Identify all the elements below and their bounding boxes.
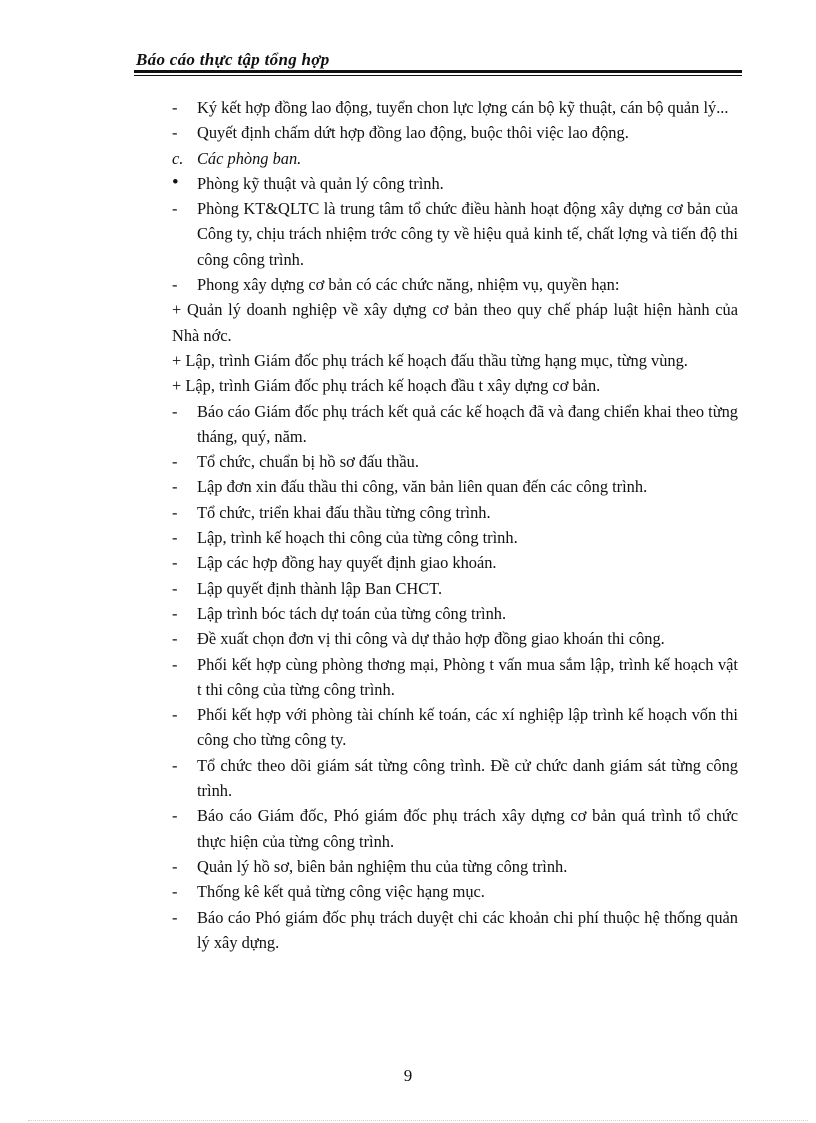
list-marker: - xyxy=(172,199,178,219)
list-marker: - xyxy=(172,452,178,472)
item-text: Lập đơn xin đấu thầu thi công, văn bản liên quan đến các công trình. xyxy=(197,477,648,497)
list-marker: c. xyxy=(172,148,184,168)
list-marker: - xyxy=(172,882,178,902)
list-item xyxy=(172,905,738,956)
list-item xyxy=(172,399,738,450)
item-text: Các phòng ban. xyxy=(197,148,302,168)
item-text: Tổ chức, triển khai đấu thầu từng công trình. xyxy=(197,502,491,522)
list-item xyxy=(172,95,738,120)
bullet-marker: • xyxy=(172,171,179,193)
list-marker: - xyxy=(172,806,178,826)
item-text: Quản lý hồ sơ, biên bản nghiệm thu của từng công trình. xyxy=(197,856,568,876)
item-text: Báo cáo Phó giám đốc phụ trách duyệt chi các khoản chi phí thuộc hệ thống quản lý xây dựng. xyxy=(197,907,738,952)
list-marker: - xyxy=(172,477,178,497)
list-item xyxy=(172,550,738,575)
list-item xyxy=(172,626,738,651)
page-header xyxy=(134,50,742,78)
list-marker: - xyxy=(172,578,178,598)
list-item xyxy=(172,272,738,297)
item-text: Lập, trình kế hoạch thi công của từng công trình. xyxy=(197,528,518,548)
list-marker: - xyxy=(172,123,178,143)
list-item xyxy=(172,500,738,525)
item-text: Phối kết hợp với phòng tài chính kế toán, các xí nghiệp lập trình kế hoạch vốn thi công cho từng công ty. xyxy=(197,705,738,750)
list-item xyxy=(172,576,738,601)
header-title: Báo cáo thực tập tổng hợp xyxy=(136,50,330,69)
section-heading xyxy=(172,146,738,171)
list-marker: - xyxy=(172,603,178,623)
list-item xyxy=(172,474,738,499)
list-marker: - xyxy=(172,275,178,295)
item-text: Phong xây dựng cơ bản có các chức năng, nhiệm vụ, quyền hạn: xyxy=(197,275,620,295)
document-body xyxy=(172,95,738,955)
item-text: Báo cáo Giám đốc, Phó giám đốc phụ trách xây dựng cơ bản quá trình tổ chức thực hiện của từng công trình. xyxy=(197,806,738,851)
list-item xyxy=(172,854,738,879)
list-marker: - xyxy=(172,755,178,775)
list-marker: - xyxy=(172,705,178,725)
list-item xyxy=(172,196,738,272)
item-text: Thống kê kết quả từng công việc hạng mục. xyxy=(197,882,485,902)
list-marker: - xyxy=(172,401,178,421)
list-item xyxy=(172,449,738,474)
bullet-item xyxy=(172,171,738,196)
list-item xyxy=(172,525,738,550)
paragraph: + Quản lý doanh nghiệp về xây dựng cơ bản theo quy chế pháp luật hiện hành của Nhà nớc. xyxy=(172,300,738,345)
item-text: Phòng kỹ thuật và quản lý công trình. xyxy=(197,173,444,193)
item-text: Tổ chức, chuẩn bị hồ sơ đấu thầu. xyxy=(197,452,419,472)
list-marker: - xyxy=(172,629,178,649)
item-text: Quyết định chấm dứt hợp đồng lao động, buộc thôi việc lao động. xyxy=(197,123,629,143)
list-item xyxy=(172,120,738,145)
page-number: 9 xyxy=(403,1066,413,1085)
list-item xyxy=(172,652,738,703)
item-text: Lập trình bóc tách dự toán của từng công trình. xyxy=(197,603,507,623)
item-text: Phòng KT&QLTC là trung tâm tổ chức điều hành hoạt động xây dựng cơ bản của Công ty, chịu trách nhiệm trớc công ty về hiệu quả kinh tế, chất lợng và tiến độ thi công công trình. xyxy=(197,199,738,269)
list-marker: - xyxy=(172,98,178,117)
list-marker: - xyxy=(172,856,178,876)
item-text: Lập các hợp đồng hay quyết định giao khoán. xyxy=(197,553,497,573)
item-text: Tổ chức theo dõi giám sát từng công trình. Đề cử chức danh giám sát từng công trình. xyxy=(197,755,738,801)
list-marker: - xyxy=(172,502,178,522)
list-item xyxy=(172,803,738,854)
list-marker: - xyxy=(172,907,178,927)
item-text: Ký kết hợp đồng lao động, tuyển chon lực lợng cán bộ kỹ thuật, cán bộ quản lý... xyxy=(197,98,729,117)
item-text: Báo cáo Giám đốc phụ trách kết quả các kế hoạch đã và đang chiển khai theo từng tháng, quý, năm. xyxy=(197,401,738,446)
list-item xyxy=(172,702,738,753)
header-rule-thick xyxy=(134,70,742,73)
item-text: Phối kết hợp cùng phòng thơng mại, Phòng t vấn mua sắm lập, trình kế hoạch vật t thi công của từng công trình. xyxy=(197,654,738,699)
paragraph: + Lập, trình Giám đốc phụ trách kế hoạch đầu t xây dựng cơ bản. xyxy=(172,376,601,396)
list-item xyxy=(172,601,738,626)
header-rule-thin xyxy=(134,75,742,76)
paragraph: + Lập, trình Giám đốc phụ trách kế hoạch đấu thầu từng hạng mục, từng vùng. xyxy=(172,350,688,370)
list-marker: - xyxy=(172,528,178,548)
list-item xyxy=(172,753,738,804)
list-item xyxy=(172,879,738,904)
item-text: Lập quyết định thành lập Ban CHCT. xyxy=(197,578,443,598)
item-text: Đề xuất chọn đơn vị thi công và dự thảo hợp đồng giao khoán thi công. xyxy=(197,629,665,649)
list-marker: - xyxy=(172,553,178,573)
list-marker: - xyxy=(172,654,178,674)
bottom-dotted-divider xyxy=(28,1120,808,1121)
